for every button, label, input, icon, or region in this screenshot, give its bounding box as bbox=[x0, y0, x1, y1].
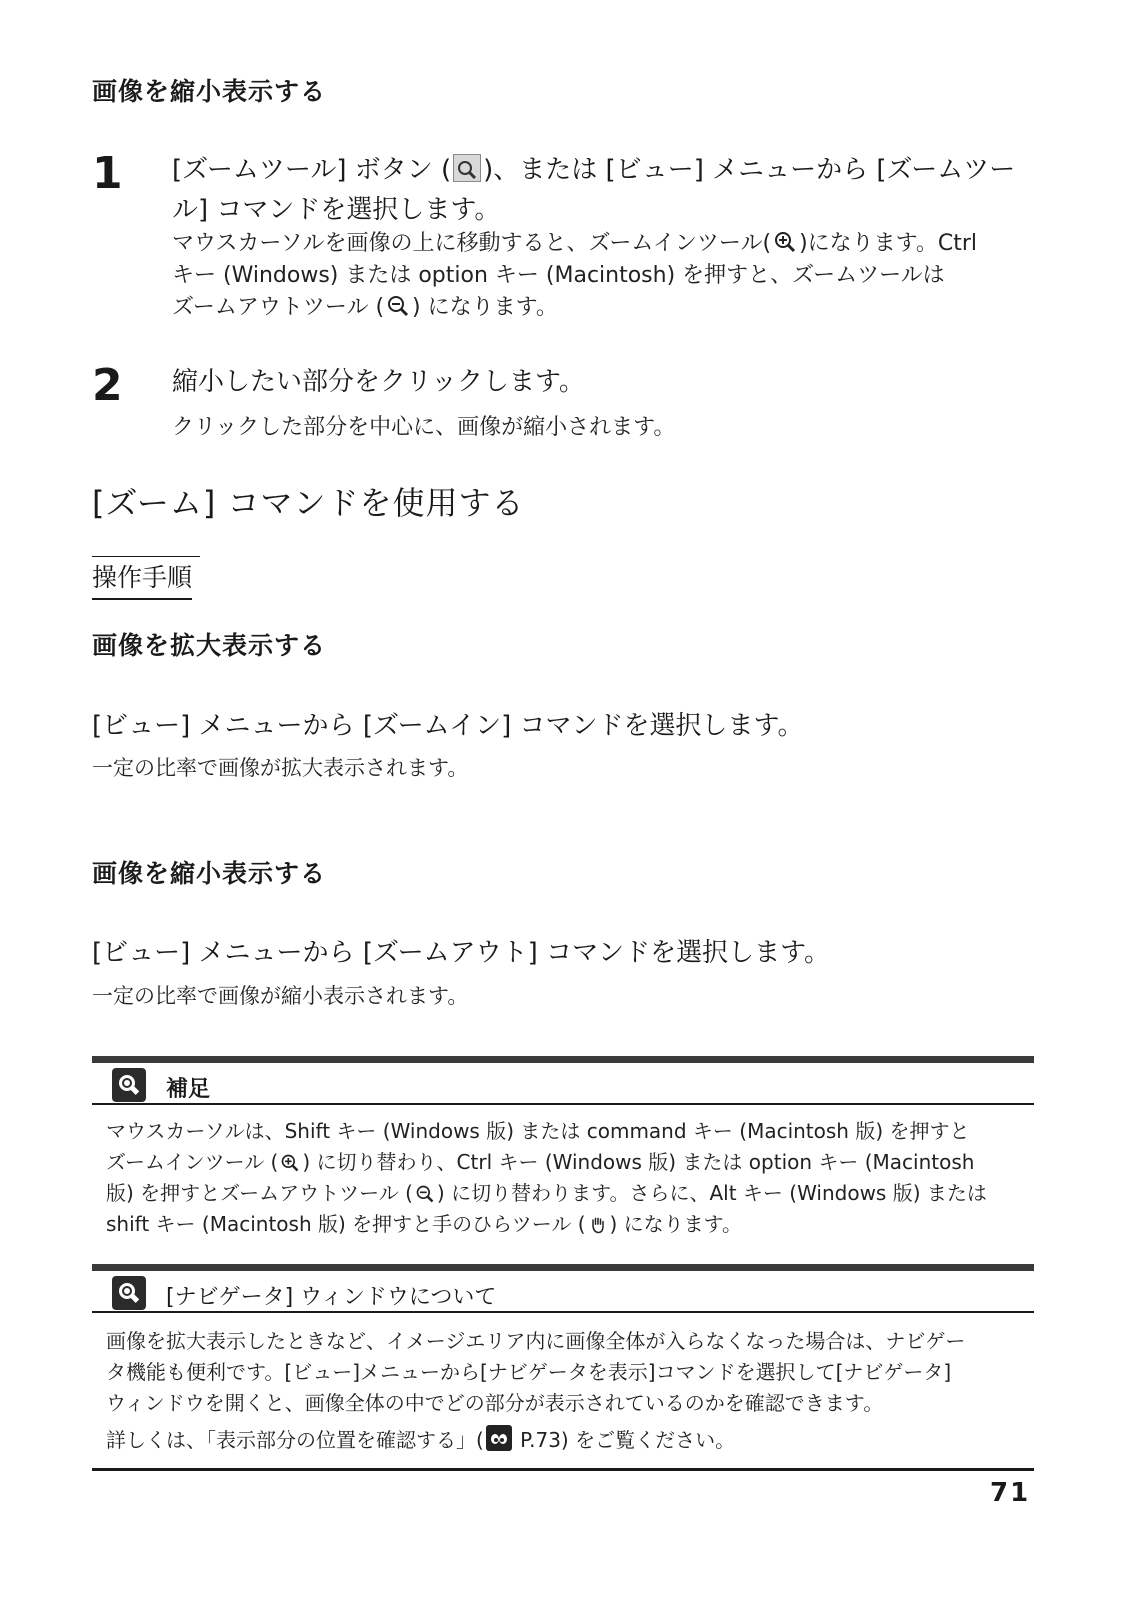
zoom-in-icon bbox=[773, 230, 797, 254]
zoom-in-body: 一定の比率で画像が拡大表示されます。 bbox=[92, 756, 469, 780]
zoom-out-icon bbox=[386, 294, 410, 318]
note-1-body: マウスカーソルは、Shift キー (Windows 版) または command キー (Macintosh 版) を押すと ズームインツール ( ) に切り替わり、Ctrl キー (Windows 版) または option キー (Macintosh 版) を押すとズームアウトツール ( ) に切り替わります。さらに、Alt キー (Windows 版) または shift キー (Macintosh 版) を押すと手のひらツール ( ) になります。 bbox=[106, 1119, 987, 1236]
tab-top-rule bbox=[92, 556, 200, 557]
note-1-title: 補足 bbox=[166, 1077, 211, 1102]
note-2-title: [ナビゲータ] ウィンドウについて bbox=[166, 1285, 497, 1310]
footer-rule bbox=[92, 1468, 1034, 1471]
step-number-1: 1 bbox=[92, 148, 123, 199]
heading-zoom-in: 画像を拡大表示する bbox=[92, 631, 327, 660]
zoom-in-command: [ビュー] メニューから [ズームイン] コマンドを選択します。 bbox=[92, 711, 804, 741]
section-heading-zoom-command: [ズーム] コマンドを使用する bbox=[92, 484, 525, 522]
lightbulb-icon bbox=[112, 1276, 146, 1310]
hand-tool-icon bbox=[588, 1213, 608, 1233]
step-number-2: 2 bbox=[92, 360, 123, 411]
tab-label-procedure: 操作手順 bbox=[92, 558, 192, 600]
lightbulb-icon bbox=[112, 1068, 146, 1102]
note-2-top-rule bbox=[92, 1264, 1034, 1271]
zoom-out-command: [ビュー] メニューから [ズームアウト] コマンドを選択します。 bbox=[92, 938, 830, 968]
zoom-in-icon bbox=[280, 1151, 300, 1171]
section-heading-shrink: 画像を縮小表示する bbox=[92, 77, 327, 106]
note-1-divider bbox=[92, 1103, 1034, 1105]
note-1-top-rule bbox=[92, 1056, 1034, 1063]
zoom-out-icon bbox=[415, 1182, 435, 1202]
note-2-body: 画像を拡大表示したときなど、イメージエリア内に画像全体が入らなくなった場合は、ナビゲー タ機能も便利です。[ビュー]メニューから[ナビゲータを表示]コマンドを選択して[ナビゲータ] ウィンドウを開くと、画像全体の中でどの部分が表示されているのかを確認できます。 詳しくは、「表示部分の位置を確認する」( P.73) をご覧ください。 bbox=[106, 1329, 966, 1452]
page-number: 71 bbox=[990, 1478, 1031, 1508]
step-2-title: 縮小したい部分をクリックします。 bbox=[172, 367, 585, 397]
step-2-body: クリックした部分を中心に、画像が縮小されます。 bbox=[172, 415, 676, 440]
heading-zoom-out: 画像を縮小表示する bbox=[92, 859, 327, 888]
note-2-divider bbox=[92, 1311, 1034, 1313]
zoom-out-body: 一定の比率で画像が縮小表示されます。 bbox=[92, 984, 469, 1008]
step-1-title: [ズームツール] ボタン ( )、または [ビュー] メニューから [ズームツー ル] コマンドを選択します。 bbox=[172, 155, 1016, 225]
eyes-reference-icon bbox=[486, 1425, 512, 1451]
step-1-body: マウスカーソルを画像の上に移動すると、ズームインツール( )になります。Ctrl キー (Windows) または option キー (Macintosh) を押すと、ズームツールは ズームアウトツール ( ) になります。 bbox=[172, 231, 978, 320]
zoom-tool-button-icon bbox=[453, 154, 481, 182]
